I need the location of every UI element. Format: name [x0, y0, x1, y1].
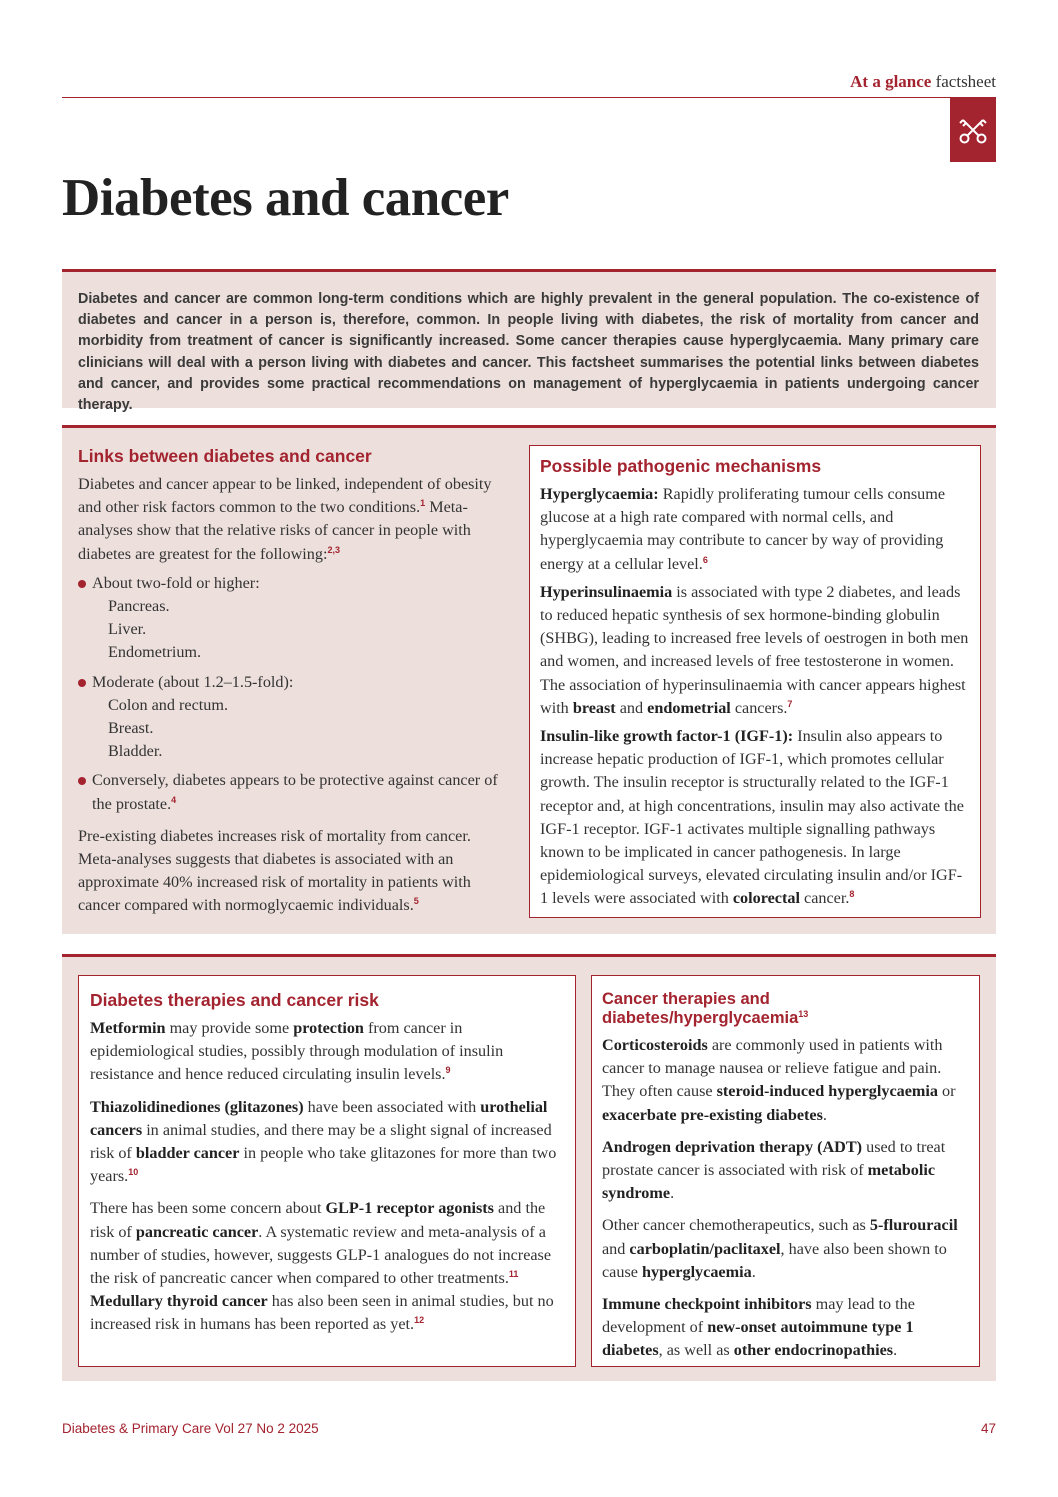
therapy-thiazolidinediones: Thiazolidinediones (glitazones) have been associated with urothelial cancers in animal studies, and there may be a slight signal of increased risk of bladder cancer in people who take glitazones for more than two years.$^{10}$ — [90, 1097, 557, 1186]
reference-2-3: 2,3 — [327, 544, 340, 555]
factsheet-label-strong: At a glance — [850, 72, 932, 91]
links-paragraph-1: Diabetes and cancer appear to be linked, independent of obesity and other risk factors common to the two conditions.$^1$ Meta-analyses show that the relative risks of cancer in people with diabetes are greatest for the following:$^{2,3}$ — [78, 475, 492, 563]
intro-panel — [62, 269, 996, 414]
list-item: Endometrium. — [108, 643, 202, 662]
cancer-therapies-title: Cancer therapies and diabetes/hyperglycaemia$^{13}$ — [602, 990, 809, 1027]
mechanisms-box — [529, 445, 981, 918]
therapy-metformin: Metformin may provide some protection from cancer in epidemiological studies, possibly through modulation of insulin resistance and hence reduced circulating insulin levels.$^9$ — [90, 1019, 504, 1084]
list-item: Liver. — [108, 620, 147, 639]
links-section — [78, 446, 503, 918]
reference-5: 5 — [413, 896, 419, 907]
page-title: Diabetes and cancer — [62, 169, 509, 227]
mechanism-igf1: Insulin-like growth factor-1 (IGF-1): Insulin also appears to increase hepatic production of IGF-1, which promotes cellular growth. The insulin receptor is structurally related to the IGF-1 receptor and, at high concentrations, insulin may also activate the IGF-1 receptor. IGF-1 activates multiple signalling pathways known to be implicated in cancer pathogenesis. In large epidemiological surveys, elevated circulating insulin and/or IGF-1 levels were associated with colorectal cancer.$^8$ — [540, 727, 964, 908]
reference-1: 1 — [420, 498, 426, 509]
links-paragraph-mortality: Pre-existing diabetes increases risk of mortality from cancer. Meta-analyses suggests that diabetes is associated with an approximate 40% increased risk of mortality in patients with cancer compared with normoglycaemic individuals.$^5$ — [78, 826, 471, 915]
bullet-moderate: Moderate (about 1.2–1.5-fold): — [78, 671, 503, 694]
list-item: Breast. — [108, 719, 154, 738]
mechanism-hyperglycaemia: Hyperglycaemia: Rapidly proliferating tumour cells consume glucose at a high rate compared with normal cells, and hyperglycaemia may contribute to cancer by way of providing energy at a cellular level.$^6$ — [540, 485, 946, 573]
reference-4: 4 — [171, 794, 177, 805]
factsheet-label — [850, 72, 996, 92]
header-rule — [62, 97, 996, 98]
therapy-glp1: There has been some concern about GLP-1 receptor agonists and the risk of pancreatic cancer. A systematic review and meta-analysis of a number of studies, however, suggests GLP-1 analogues do not increase the risk of pancreatic cancer when compared to other treatments.$^{11}$ Medullary thyroid cancer has also been seen in animal studies, but no increased risk in humans has been reported as yet.$^{12}$ — [90, 1199, 554, 1334]
links-title: Links between diabetes and cancer — [78, 446, 372, 466]
mechanism-hyperinsulinaemia: Hyperinsulinaemia is associated with type 2 diabetes, and leads to reduced hepatic synthesis of sex hormone-binding globulin (SHBG), leading to increased free levels of oestrogen in both men and women, and increased levels of free testosterone in women. The association of hyperinsulinaemia with cancer appears highest with breast and endometrial cancers.$^7$ — [540, 582, 969, 717]
crossed-keys-icon — [950, 98, 996, 162]
cancer-therapy-immune-checkpoint: Immune checkpoint inhibitors may lead to the development of new-onset autoimmune type 1 diabetes, as well as other endocrinopathies. — [602, 1295, 915, 1360]
therapies-panel — [62, 954, 996, 1381]
diabetes-therapies-box — [78, 975, 576, 1367]
mechanisms-title: Possible pathogenic mechanisms — [540, 456, 822, 476]
links-panel — [62, 425, 996, 934]
cancer-therapies-box — [591, 975, 980, 1367]
factsheet-label-rest: factsheet — [931, 72, 996, 91]
bullet-two-fold: About two-fold or higher: — [78, 572, 503, 595]
cancer-therapy-chemotherapeutics: Other cancer chemotherapeutics, such as 5-flurouracil and carboplatin/paclitaxel, have also been shown to cause hyperglycaemia. — [602, 1216, 958, 1281]
list-item: Pancreas. — [108, 597, 170, 616]
list-item: Bladder. — [108, 742, 163, 761]
cancer-therapy-corticosteroids: Corticosteroids are commonly used in patients with cancer to manage nausea or relieve fatigue and pain. They often cause steroid-induced hyperglycaemia or exacerbate pre-existing diabetes. — [602, 1036, 956, 1124]
bullet-prostate: Conversely, diabetes appears to be protective against cancer of the prostate.$^4$ — [78, 769, 503, 815]
footer-page-number: 47 — [980, 1421, 996, 1436]
footer-journal: Diabetes & Primary Care Vol 27 No 2 2025 — [62, 1421, 319, 1436]
intro-text: Diabetes and cancer are common long-term conditions which are highly prevalent in the general population. The co-existence of diabetes and cancer in a person is, therefore, common. In people living with diabetes, the risk of mortality from cancer and morbidity from treatment of cancer is significantly increased. Some cancer therapies cause hyperglycaemia. Many primary care clinicians will deal with a person living with diabetes and cancer. This factsheet summarises the potential links between diabetes and cancer, and provides some practical recommendations on management of hyperglycaemia in patients undergoing cancer therapy. — [78, 291, 979, 414]
list-item: Colon and rectum. — [108, 695, 229, 714]
cancer-therapy-adt: Androgen deprivation therapy (ADT) used to treat prostate cancer is associated with risk of metabolic syndrome. — [602, 1137, 946, 1203]
diabetes-therapies-title: Diabetes therapies and cancer risk — [90, 990, 379, 1010]
